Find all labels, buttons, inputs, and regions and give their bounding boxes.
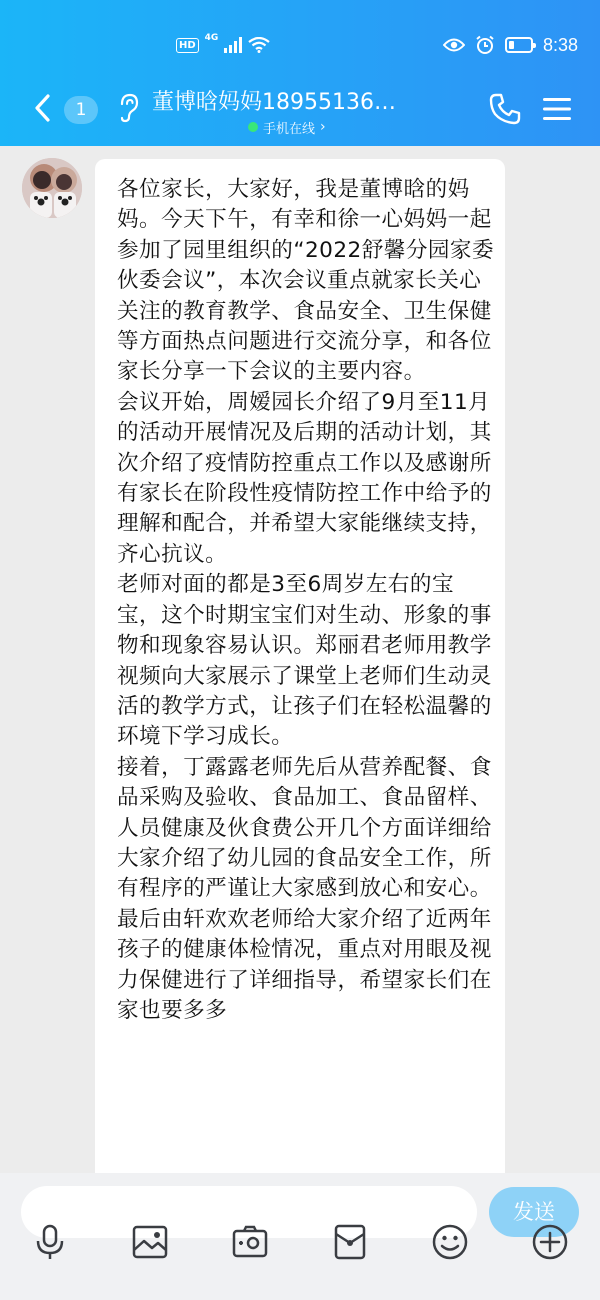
composer-bar bbox=[0, 1173, 600, 1300]
message-list[interactable] bbox=[0, 146, 600, 1173]
message-paragraph: 最后由轩欢欢老师给大家介绍了近两年孩子的健康体检情况，重点对用眼及视力保健进行了详细指导，希望家长们在家也要多多 bbox=[117, 906, 492, 1023]
red-packet-button[interactable] bbox=[330, 1222, 370, 1262]
message-paragraph: 各位家长，大家好，我是董博晗的妈妈。今天下午，有幸和徐一心妈妈一起参加了园里组织的“2022舒馨分园家委伙委会议”，本次会议重点就家长关心关注的教育教学、食品安全、卫生保健等方面热点问题进行交流分享，和各位家长分享一下会议的主要内容。 bbox=[117, 177, 495, 385]
red-packet-icon bbox=[330, 1222, 370, 1262]
phone-call-icon[interactable] bbox=[488, 92, 522, 126]
earpiece-mode-icon[interactable] bbox=[116, 92, 142, 124]
message-bubble[interactable] bbox=[95, 159, 505, 1173]
online-status-label: 手机在线 bbox=[263, 121, 316, 137]
status-bar bbox=[0, 0, 600, 90]
message-paragraph: 接着，丁露露老师先后从营养配餐、食品采购及验收、食品加工、食品留样、人员健康及伙食费公开几个方面详细给大家介绍了幼儿园的食品安全工作，所有程序的严谨让大家感到放心和安心。 bbox=[117, 754, 492, 902]
title-bar bbox=[0, 84, 600, 144]
send-button[interactable]: 发送 bbox=[489, 1187, 579, 1237]
online-status[interactable] bbox=[248, 118, 326, 136]
status-bar-right bbox=[443, 32, 578, 58]
unread-count-badge[interactable]: 1 bbox=[64, 96, 98, 124]
hd-badge: HD bbox=[176, 38, 199, 53]
emoji-button[interactable] bbox=[430, 1222, 470, 1262]
chevron-right-icon: › bbox=[320, 119, 326, 135]
wifi-icon bbox=[248, 37, 270, 53]
signal-icon bbox=[224, 37, 242, 53]
sender-avatar[interactable] bbox=[22, 158, 82, 218]
menu-icon[interactable] bbox=[542, 96, 572, 122]
clock: 8:38 bbox=[542, 34, 578, 55]
status-bar-signals bbox=[176, 34, 270, 56]
more-button[interactable] bbox=[530, 1222, 570, 1262]
eye-icon bbox=[443, 37, 465, 53]
alarm-icon bbox=[475, 35, 495, 55]
camera-button[interactable] bbox=[230, 1222, 270, 1262]
plus-icon bbox=[530, 1222, 570, 1262]
microphone-icon bbox=[30, 1222, 70, 1262]
gallery-button[interactable] bbox=[130, 1222, 170, 1262]
battery-level bbox=[509, 41, 514, 49]
avatar-image bbox=[22, 158, 82, 218]
voice-input-button[interactable] bbox=[30, 1222, 70, 1262]
message-paragraph: 会议开始，周嫒园长介绍了9月至11月的活动开展情况及后期的活动计划，其次介绍了疫情防控重点工作以及感谢所有家长在阶段性疫情防控工作中给予的理解和配合，并希望大家能继续支持，齐心抗议。 bbox=[117, 389, 492, 567]
camera-icon bbox=[230, 1222, 270, 1262]
chat-title[interactable]: 董博晗妈妈18955136… bbox=[152, 90, 396, 115]
message-text bbox=[117, 175, 495, 1026]
battery-icon bbox=[505, 37, 533, 53]
network-type: 4G bbox=[204, 33, 219, 43]
message-paragraph: 老师对面的都是3至6周岁左右的宝宝，这个时期宝宝们对生动、形象的事物和现象容易认识。郑丽君老师用教学视频向大家展示了课堂上老师们生动灵活的教学方式，让孩子们在轻松温馨的环境下学习成长。 bbox=[117, 572, 492, 750]
emoji-icon bbox=[430, 1222, 470, 1262]
image-icon bbox=[130, 1222, 170, 1262]
online-dot-icon bbox=[248, 122, 258, 132]
back-arrow-icon[interactable] bbox=[28, 90, 58, 126]
chat-header bbox=[0, 0, 600, 146]
